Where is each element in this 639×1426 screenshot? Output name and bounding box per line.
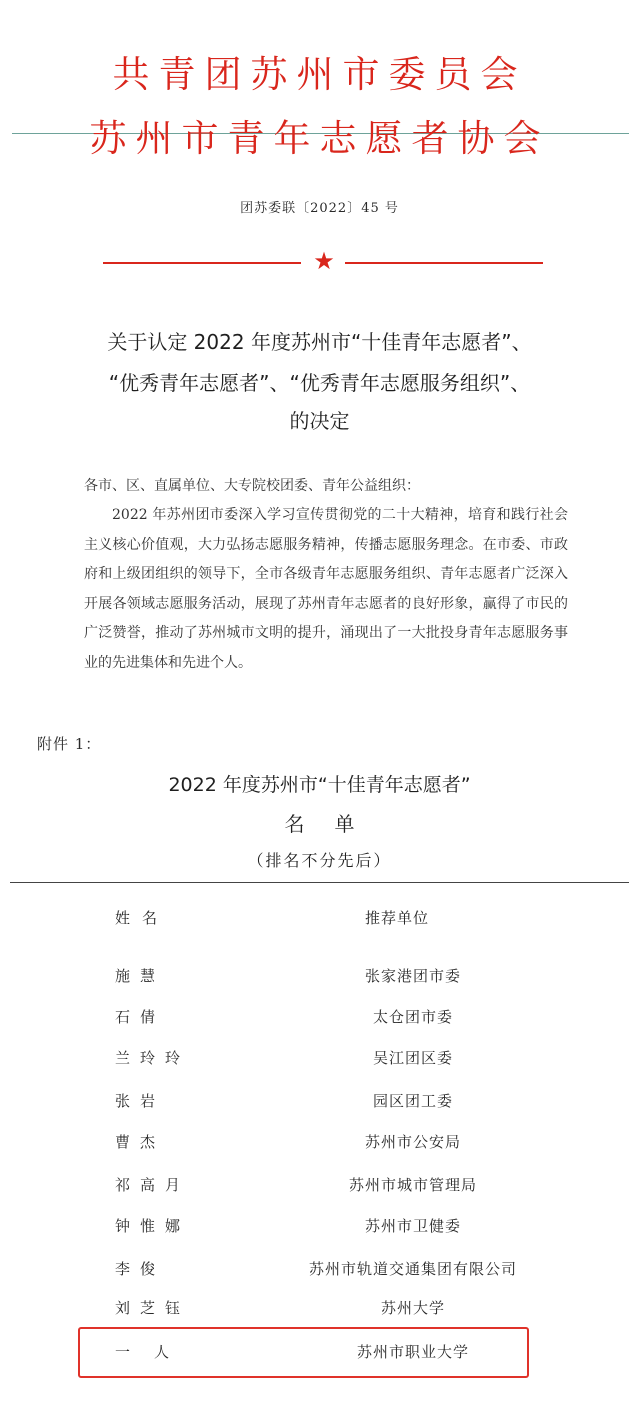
row-name: 刘芝钰: [115, 1299, 191, 1317]
row-unit: 苏州市卫健委: [364, 1217, 461, 1235]
row-unit: 张家港团市委: [364, 967, 461, 985]
row-name: 石倩: [115, 1008, 166, 1026]
table-row: [0, 1297, 639, 1327]
issuer-org-2: 苏州市青年志愿者协会: [89, 117, 550, 160]
table-row: [0, 1131, 639, 1161]
decision-title-line-3: 的决定: [289, 409, 350, 433]
column-header-unit: 推荐单位: [365, 909, 430, 927]
issuer-org-1: 共青团苏州市委员会: [112, 53, 527, 96]
table-row: [0, 1174, 639, 1204]
decision-title-line-2: “优秀青年志愿者”、“优秀青年志愿服务组织”、: [108, 371, 531, 395]
table-row: [0, 1258, 639, 1288]
body-paragraph: 2022 年苏州团市委深入学习宣传贯彻党的二十大精神，培育和践行社会主义核心价值观，大力弘扬志愿服务精神，传播志愿服务理念。在市委、市政府和上级团组织的领导下，全市各级青年志愿服务组织、青年志愿者广泛深入开展各领域志愿服务活动，展现了苏州青年志愿者的良好形象，赢得了市民的广泛赞誉，推动了苏州城市文明的提升，涌现出了一大批投身青年志愿服务事业的先进集体和先进个人。: [84, 507, 568, 671]
row-unit: 苏州市公安局: [364, 1133, 461, 1151]
row-name: 李俊: [115, 1260, 166, 1278]
row-unit: 太仓团市委: [372, 1008, 453, 1026]
row-name: 张岩: [115, 1092, 166, 1110]
attachment-label: 附件 1：: [37, 735, 102, 753]
salutation: 各市、区、直属单位、大专院校团委、青年公益组织：: [84, 478, 420, 494]
row-unit: 苏州大学: [380, 1299, 445, 1317]
table-top-rule: [10, 882, 629, 883]
star-icon: ★: [313, 247, 335, 275]
ranking-note: （排名不分先后）: [247, 851, 392, 870]
row-unit: 苏州市城市管理局: [348, 1176, 477, 1194]
decision-title-line-1: 关于认定 2022 年度苏州市“十佳青年志愿者”、: [107, 330, 532, 354]
row-unit: 苏州市职业大学: [356, 1343, 469, 1361]
row-unit: 园区团工委: [372, 1092, 453, 1110]
table-row: [0, 1006, 639, 1036]
highlight-box: [78, 1327, 529, 1378]
column-header-name: 姓名: [115, 909, 170, 927]
table-row: [0, 1215, 639, 1245]
red-rule-right: [345, 262, 543, 264]
row-name: 祁高月: [115, 1176, 191, 1194]
table-row: [0, 1047, 639, 1077]
table-row: [0, 965, 639, 995]
row-name: 钟惟娜: [115, 1217, 191, 1235]
document-number: 团苏委联〔2022〕45 号: [240, 201, 399, 216]
table-row: [0, 1090, 639, 1120]
row-name: 施慧: [115, 967, 166, 985]
row-name: 兰玲玲: [115, 1049, 191, 1067]
row-unit: 苏州市轨道交通集团有限公司: [308, 1260, 517, 1278]
row-unit: 吴江团区委: [372, 1049, 453, 1067]
red-rule-left: [103, 262, 301, 264]
row-name: 曹杰: [115, 1133, 166, 1151]
row-name: 一人: [115, 1343, 194, 1361]
list-subtitle: 名单: [284, 812, 385, 836]
list-title: 2022 年度苏州市“十佳青年志愿者”: [168, 774, 471, 796]
